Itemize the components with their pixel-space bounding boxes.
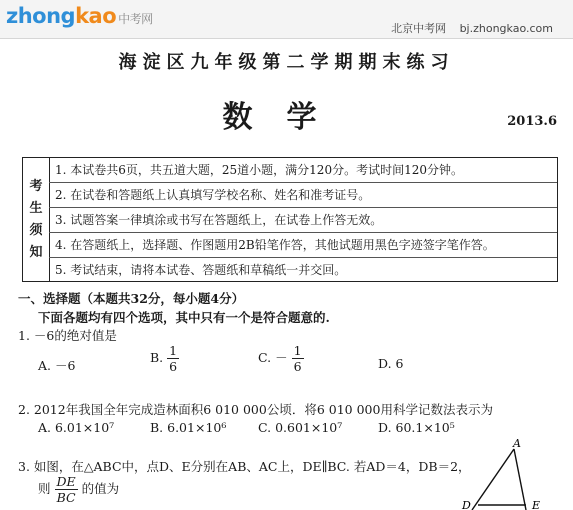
question-2-option-c: C. 0.601×10⁷ xyxy=(258,420,343,435)
fraction: $\frac{DE}{BC}$ xyxy=(56,474,76,505)
section-instruction: 下面各题均有四个选项，其中只有一个是符合题意的. xyxy=(38,310,330,325)
side-ac xyxy=(514,449,526,510)
question-1-option-c: C. － $\frac{1}{6}$ xyxy=(258,343,302,374)
notice-item: 3. 试题答案一律填涂或书写在答题纸上，在试卷上作答无效。 xyxy=(49,208,557,233)
site-url[interactable]: bj.zhongkao.com xyxy=(459,22,553,35)
question-2-option-d: D. 60.1×10⁵ xyxy=(378,420,455,435)
question-2-option-b: B. 6.01×10⁶ xyxy=(150,420,227,435)
notice-item: 2. 在试卷和答题纸上认真填写学校名称、姓名和准考证号。 xyxy=(49,183,557,208)
notice-item: 1. 本试卷共6页，共五道大题，25道小题，满分120分。考试时间120分钟。 xyxy=(49,158,557,183)
exam-subject: 数学 xyxy=(222,100,351,135)
exam-title: 海淀区九年级第二学期期末练习 xyxy=(118,52,455,73)
site-logo[interactable]: zhongkao 中考网 xyxy=(6,4,153,28)
question-2-option-a: A. 6.01×10⁷ xyxy=(38,420,115,435)
notice-label: 考 生 须 知 xyxy=(23,158,50,281)
fraction: $\frac{1}{6}$ xyxy=(169,343,178,374)
exam-notice-box xyxy=(22,157,558,282)
question-2-stem: 2. 2012年我国全年完成造林面积6 010 000公顷．将6 010 000用科学记数法表示为 xyxy=(18,402,493,417)
site-header-bar xyxy=(0,0,573,39)
fraction: $\frac{1}{6}$ xyxy=(293,343,302,374)
question-1-stem: 1. －6的绝对值是 xyxy=(18,328,117,343)
side-ab xyxy=(472,449,514,510)
question-1-option-a: A. －6 xyxy=(38,358,76,373)
vertex-a-label: A xyxy=(513,437,521,450)
notice-list xyxy=(49,158,557,282)
site-name: 北京中考网 xyxy=(391,22,447,35)
triangle-figure xyxy=(456,437,556,510)
question-1-option-b: B. $\frac{1}{6}$ xyxy=(150,343,178,374)
question-1-option-d: D. 6 xyxy=(378,356,404,371)
question-3-stem: 3. 如图，在△ABC中，点D、E分别在AB、AC上，DE∥BC. 若AD＝4，DB＝2， xyxy=(18,459,471,474)
site-info xyxy=(391,20,553,36)
vertex-e-label: E xyxy=(532,499,541,510)
exam-date: 2013.6 xyxy=(507,114,557,129)
notice-item: 4. 在答题纸上，选择题、作图题用2B铅笔作答，其他试题用黑色字迹签字笔作答。 xyxy=(49,233,557,258)
vertex-d-label: D xyxy=(462,499,471,510)
question-3-line2: 则 $\frac{DE}{BC}$ 的值为 xyxy=(38,474,120,505)
notice-item: 5. 考试结束，请将本试卷、答题纸和草稿纸一并交回。 xyxy=(55,263,347,277)
section-heading: 一、选择题（本题共32分，每小题4分） xyxy=(18,291,245,306)
